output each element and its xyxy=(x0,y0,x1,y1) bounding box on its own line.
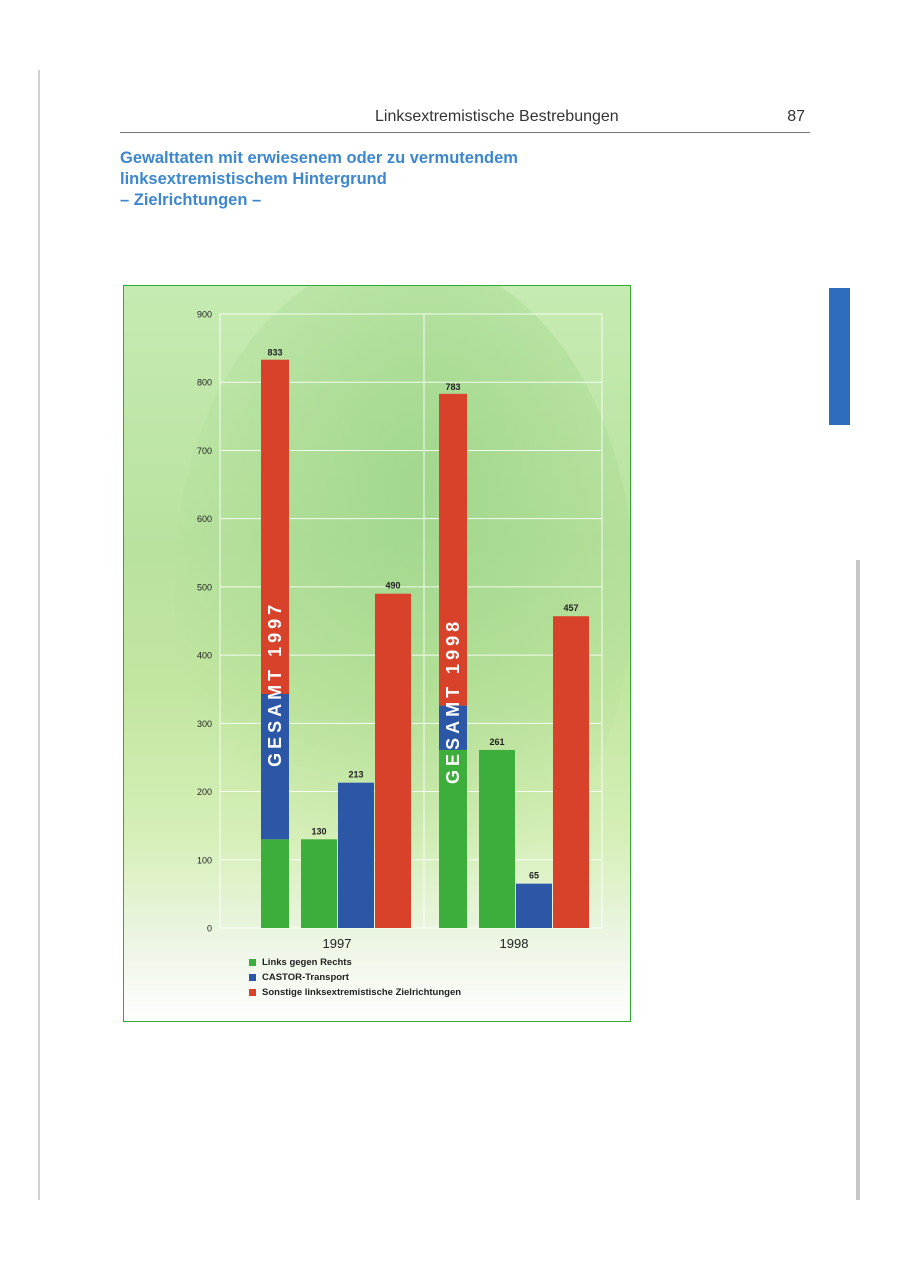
data-label-1997-series-1: 213 xyxy=(348,769,364,780)
page-number: 87 xyxy=(787,108,805,125)
chart-legend xyxy=(249,955,461,1000)
heading-line-2: linksextremistischem Hintergrund xyxy=(120,170,387,188)
y-tick-label: 0 xyxy=(206,923,212,934)
data-label-1997-series-0: 130 xyxy=(311,826,327,837)
bar-1998-series-0 xyxy=(479,750,515,928)
chart-panel xyxy=(123,285,631,1022)
total-bar-label-1998: GESAMT 1998 xyxy=(443,617,463,784)
y-tick-label: 400 xyxy=(196,650,212,661)
total-bar-1997-segment-green xyxy=(261,839,289,928)
bar-1997-series-0 xyxy=(301,839,337,928)
heading-line-3: – Zielrichtungen – xyxy=(120,191,262,209)
data-label-1998-series-2: 457 xyxy=(563,603,579,614)
legend-swatch-red xyxy=(249,989,256,996)
bar-1997-series-1 xyxy=(338,783,374,928)
legend-label: Sonstige linksextremistische Zielrichtungen xyxy=(262,987,462,998)
y-tick-label: 700 xyxy=(196,445,212,456)
y-tick-label: 900 xyxy=(196,309,212,320)
legend-item-links-gegen-rechts xyxy=(249,955,461,970)
x-category-label-1997: 1997 xyxy=(322,936,352,951)
y-tick-label: 300 xyxy=(196,718,212,729)
x-category-label-1998: 1998 xyxy=(499,936,529,951)
bar-1998-series-1 xyxy=(516,884,552,928)
total-bar-label-1997: GESAMT 1997 xyxy=(265,600,285,767)
legend-swatch-green xyxy=(249,959,256,966)
legend-item-castor-transport xyxy=(249,970,461,985)
legend-item-sonstige xyxy=(249,985,461,1000)
data-label-1997-series-2: 490 xyxy=(385,580,401,591)
header-title: Linksextremistische Bestrebungen xyxy=(375,108,619,125)
total-value-label-1997: 833 xyxy=(267,347,283,358)
legend-label: CASTOR-Transport xyxy=(262,972,349,983)
chart-heading xyxy=(120,148,518,211)
bar-chart xyxy=(124,286,631,1022)
bar-1997-series-2 xyxy=(375,594,411,928)
y-tick-label: 200 xyxy=(196,787,212,798)
bar-1998-series-2 xyxy=(553,616,589,928)
y-tick-label: 600 xyxy=(196,514,212,525)
y-tick-label: 800 xyxy=(196,377,212,388)
legend-swatch-blue xyxy=(249,974,256,981)
y-tick-label: 100 xyxy=(196,855,212,866)
total-value-label-1998: 783 xyxy=(445,381,461,392)
data-label-1998-series-0: 261 xyxy=(489,736,505,747)
heading-line-1: Gewalttaten mit erwiesenem oder zu vermutendem xyxy=(120,149,518,167)
legend-label: Links gegen Rechts xyxy=(262,957,352,968)
y-tick-label: 500 xyxy=(196,582,212,593)
page-header xyxy=(120,106,810,133)
page-edge-right xyxy=(856,560,860,1200)
data-label-1998-series-1: 65 xyxy=(528,870,540,881)
page-edge-left xyxy=(38,70,40,1200)
chapter-tab-marker xyxy=(829,288,850,425)
